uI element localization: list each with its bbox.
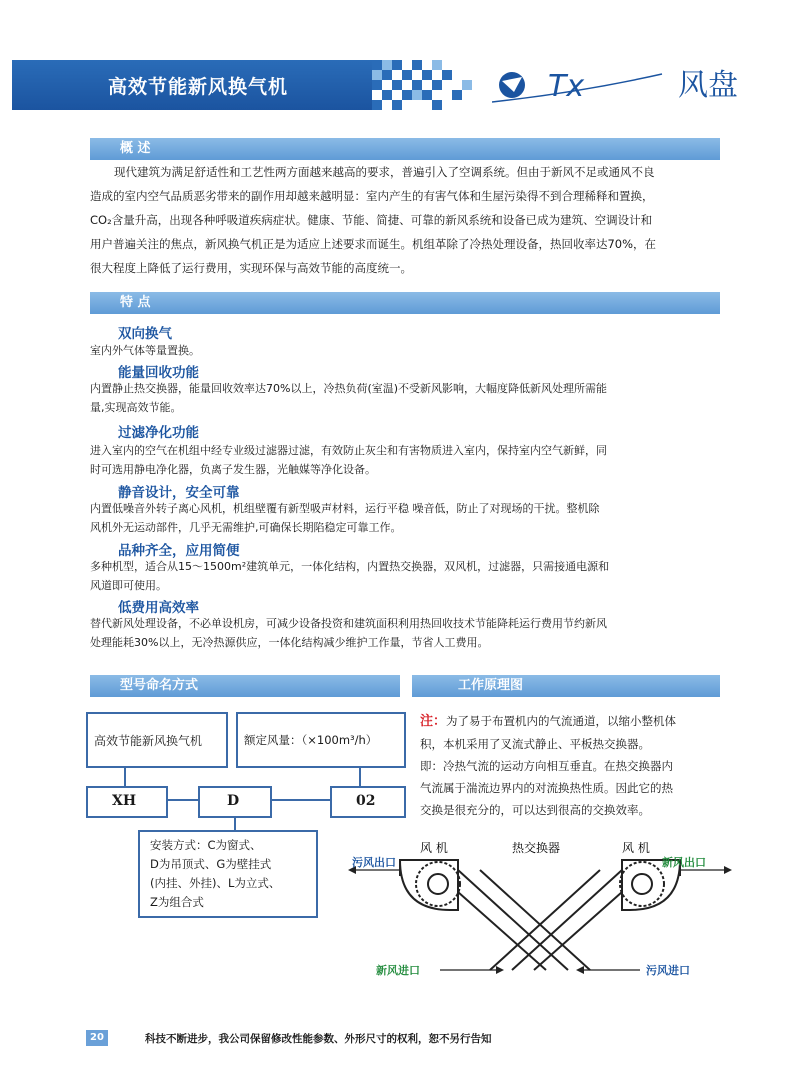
code-xh-box [86, 786, 168, 818]
feature-line: 风机外无运动部件，几乎无需维护,可确保长期陷稳定可靠工作。 [90, 521, 402, 534]
note-line: 即：冷热气流的运动方向相互垂直。在热交换器内 [420, 759, 673, 773]
heat-exchanger-icon [458, 870, 622, 970]
overview-heading: 概 述 [120, 141, 151, 156]
feature-line: 量,实现高效节能。 [90, 401, 182, 414]
product-name-box [86, 712, 228, 768]
feature-line: 处理能耗30%以上，无冷热源供应，一体化结构减少维护工作量，节省人工费用。 [90, 636, 489, 649]
fresh-out-label: 新风出口 [662, 856, 706, 869]
install-line: 安装方式：C为窗式、 [150, 838, 262, 852]
fresh-in-label: 新风进口 [376, 964, 420, 977]
install-line: (内挂、外挂)、L为立式、 [150, 876, 281, 890]
features-heading: 特 点 [120, 295, 151, 310]
page-title: 高效节能新风换气机 [108, 76, 289, 98]
principle-heading: 工作原理图 [458, 678, 524, 693]
feature-title: 能量回收功能 [118, 365, 199, 381]
feature-line: 内置低噪音外转子离心风机，机组壁覆有新型吸声材料，运行平稳 噪音低，防止了对现场的干扰。整机除 [90, 502, 600, 515]
note-line: 交换是很充分的，可以达到很高的交换效率。 [420, 803, 650, 817]
airflow-box [236, 712, 406, 768]
feature-title: 品种齐全，应用简便 [118, 543, 240, 559]
principle-diagram [340, 830, 740, 990]
naming-heading: 型号命名方式 [120, 678, 199, 693]
feature-title: 低费用高效率 [118, 600, 199, 616]
overview-line: 用户普遍关注的焦点，新风换气机正是为适应上述要求而诞生。机组革除了冷热处理设备，热回收率达70%，在 [90, 237, 657, 251]
fan-left-label: 风 机 [420, 841, 448, 855]
code-d-box [198, 786, 272, 818]
overview-line: 造成的室内空气品质恶劣带来的副作用却越来越明显：室内产生的有害气体和生屋污染得不到合理稀释和置换， [90, 189, 654, 203]
install-line: D为吊顶式、G为壁挂式 [150, 857, 272, 871]
note-line: 积，本机采用了叉流式静止、平板热交换器。 [420, 737, 650, 751]
principle-note [420, 710, 720, 821]
overview-line: 很大程度上降低了运行费用，实现环保与高效节能的高度统一。 [90, 261, 412, 275]
exhaust-out-label: 污风出口 [352, 856, 396, 869]
exchanger-label: 热交换器 [512, 841, 561, 855]
page-number: 20 [86, 1030, 108, 1046]
brand-name: 风盘 [678, 68, 738, 103]
feature-title: 过滤净化功能 [118, 425, 199, 441]
feature-line: 内置静止热交换器，能量回收效率达70%以上，冷热负荷(室温)不受新风影响，大幅度降低新风处理所需能 [90, 382, 608, 395]
code-02: 02 [356, 793, 376, 809]
code-xh: XH [112, 793, 137, 809]
feature-line: 室内外气体等量置换。 [90, 344, 200, 357]
airflow-label: 额定风量：（×100m³/h） [244, 733, 378, 747]
exhaust-in-label: 污风进口 [646, 964, 690, 977]
product-name-label: 高效节能新风换气机 [94, 734, 203, 748]
note-line: 气流属于湍流边界内的对流换热性质。因此它的热 [420, 781, 673, 795]
note-line: 为了易于布置机内的气流通道，以缩小整机体 [446, 714, 677, 728]
principle-heading-bar [412, 675, 720, 697]
fan-right-label: 风 机 [622, 841, 650, 855]
feature-title: 静音设计，安全可靠 [118, 485, 240, 501]
footer-disclaimer: 科技不断进步，我公司保留修改性能参数、外形尺寸的权利，恕不另行告知 [145, 1033, 492, 1045]
install-line: Z为组合式 [150, 895, 204, 909]
feature-line: 替代新风处理设备，不必单设机房，可减少设备投资和建筑面积利用热回收技术节能降耗运行费用节约新风 [90, 617, 607, 630]
svg-text:Tx: Tx [548, 69, 585, 104]
feature-line: 时可选用静电净化器，负离子发生器，光触媒等净化设备。 [90, 463, 376, 476]
install-type-box [138, 830, 318, 918]
fan-left-icon [400, 860, 460, 910]
overview-line: CO₂含量升高，出现各种呼吸道疾病症状。健康、节能、简捷、可靠的新风系统和设备已成为建筑、空调设计和 [90, 213, 653, 227]
code-02-box [330, 786, 406, 818]
feature-line: 进入室内的空气在机组中经专业级过滤器过滤，有效防止灰尘和有害物质进入室内，保持室内空气新鲜，同 [90, 444, 607, 457]
overview-line: 现代建筑为满足舒适性和工艺性两方面越来越高的要求，普遍引入了空调系统。但由于新风不足或通风不良 [114, 165, 655, 179]
code-d: D [227, 793, 240, 809]
feature-title: 双向换气 [118, 326, 172, 342]
feature-line: 多种机型，适合从15～1500m²建筑单元，一体化结构，内置热交换器，双风机，过滤器，只需接通电源和 [90, 560, 610, 573]
note-label: 注： [420, 714, 447, 729]
feature-line: 风道即可使用。 [90, 579, 167, 592]
